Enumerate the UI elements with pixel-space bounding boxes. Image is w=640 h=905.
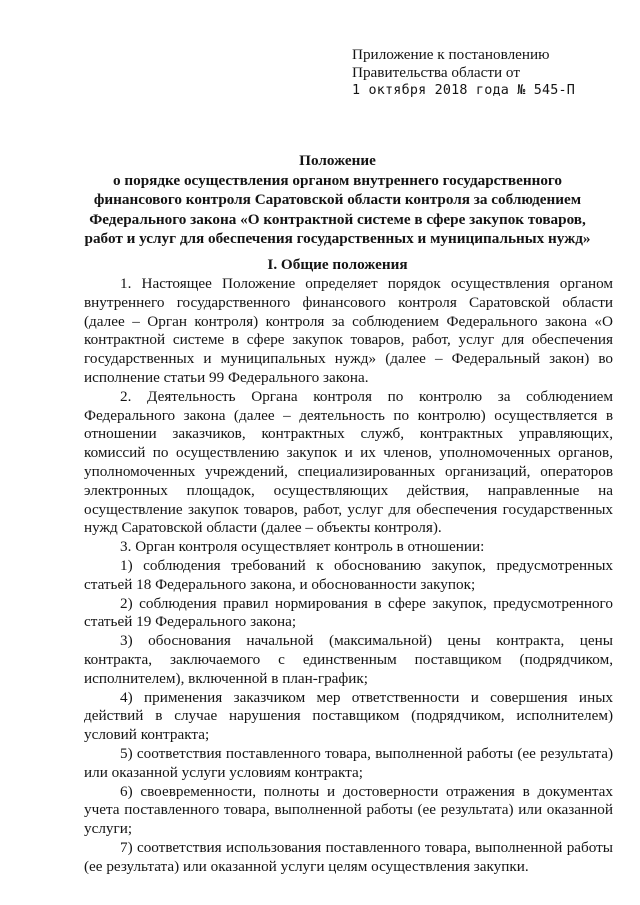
annex-date-stamp: 1 октября 2018 года № 545-П: [352, 83, 576, 98]
list-item-4: 4) применения заказчиком мер ответственности и совершения иных действий в случае нарушения поставщиком (подрядчиком, исполнителем) условий контракта;: [84, 688, 613, 744]
list-item-6: 6) своевременности, полноты и достоверности отражения в документах учета поставленного товара, выполненной работы (ее результата) или оказанной услуги;: [84, 782, 613, 838]
title-line-4: Федерального закона «О контрактной системе в сфере закупок товаров,: [89, 210, 586, 228]
document-body: [84, 275, 613, 877]
list-item-3: 3) обоснования начальной (максимальной) цены контракта, цены контракта, заключаемого с единственным поставщиком (подрядчиком, исполнителем), включенной в план-график;: [84, 632, 613, 687]
title-line-1: Положение: [299, 152, 376, 169]
paragraph-3: 3. Орган контроля осуществляет контроль в отношении:: [120, 538, 485, 556]
list-item-1: 1) соблюдения требований к обоснованию закупок, предусмотренных статьей 18 Федерального закона, и обоснованности закупок;: [84, 556, 613, 593]
title-line-2: о порядке осуществления органом внутреннего государственного: [112, 171, 563, 189]
annex-line-1: Приложение к постановлению: [352, 46, 550, 63]
title-line-5: работ и услуг для обеспечения государственных и муниципальных нужд»: [84, 230, 591, 247]
paragraph-1: 1. Настоящее Положение определяет порядок осуществления органом внутреннего государственного финансового контроля Саратовской области (далее – Орган контроля) контроля за соблюдением Федерального закона «О контрактной системе в сфере закупок товаров, работ, услуг для обеспечения государственных и муниципальных нужд» (далее – Федеральный закон) во исполнение статьи 99 Федерального закона.: [84, 275, 613, 386]
section-heading: I. Общие положения: [267, 256, 408, 273]
paragraph-2: 2. Деятельность Органа контроля по контролю за соблюдением Федерального закона (далее – деятельность по контролю) осуществляется в отношении заказчиков, контрактных служб, контрактных управляющих, комиссий по осуществлению закупок и их членов, уполномоченных органов, уполномоченных учреждений, специализированных организаций, операторов электронных площадок, осуществляющих действия, направленные на осуществление закупок товаров, работ, услуг для обеспечения государственных нужд Саратовской области (далее – объекты контроля).: [84, 387, 613, 537]
title-line-3: финансового контроля Саратовской области контроля за соблюдением: [93, 191, 582, 208]
annex-header: [352, 46, 612, 100]
list-item-7: 7) соответствия использования поставленного товара, выполненной работы (ее результата) или оказанной услуги целям осуществления закупки.: [84, 838, 613, 875]
annex-line-2: Правительства области от: [352, 64, 520, 81]
document-title: [60, 151, 615, 249]
list-item-2: 2) соблюдения правил нормирования в сфере закупок, предусмотренного статьей 19 Федерального закона;: [84, 594, 613, 631]
list-item-5: 5) соответствия поставленного товара, выполненной работы (ее результата) или оказанной услуги условиям контракта;: [84, 744, 613, 781]
